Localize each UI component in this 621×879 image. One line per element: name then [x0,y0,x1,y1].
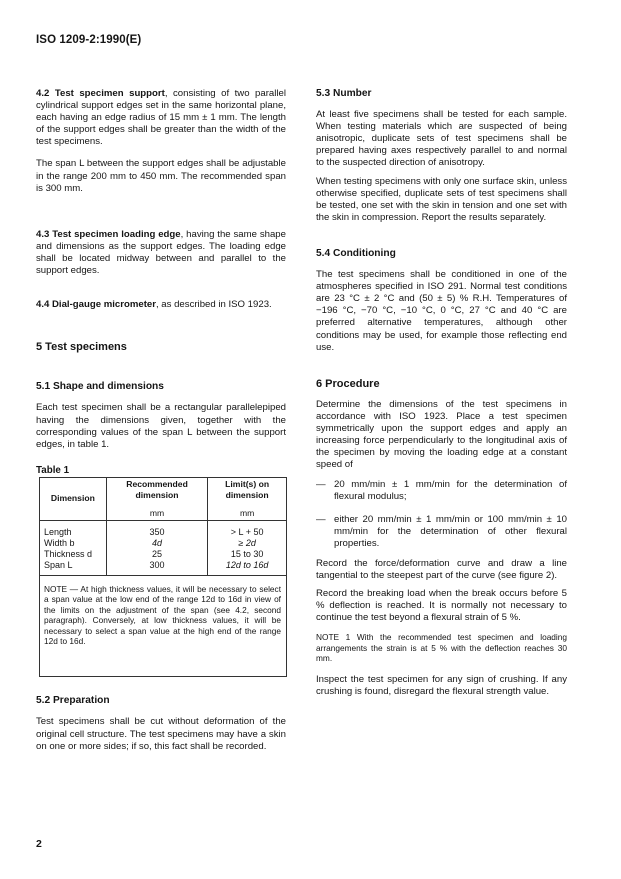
section-6-paragraph-2: Record the force/deformation curve and draw a line tangential to the steepest part of the curve (see figure 2). [316,557,567,581]
dash-mark: — [316,513,326,525]
row-limit-values [208,520,287,575]
row-name: Length [44,526,72,537]
section-4-4-label: 4.4 Dial-gauge micrometer [36,299,156,311]
section-5-2-text: Test specimens shall be cut without deformation of the original cell structure. The test specimens may have a skin on one or more sides; if so, this fact shall be recorded. [36,716,286,752]
header-recommended: Recommended dimension [106,477,207,502]
table-title: Table 1 [36,464,70,476]
section-5-heading: 5 Test specimens [36,341,127,354]
document-header: ISO 1209-2:1990(E) [36,34,142,46]
section-5-3-paragraph-1: At least five specimens shall be tested for each sample. When testing materials which are suspected of being anisotropic, duplicate sets of test specimens shall be prepared having axes respectively parallel to and normal to the suspected direction of anisotropy. [316,109,567,169]
unit-limits: mm [208,502,287,521]
left-column [36,88,286,753]
row-name: Span L [44,559,73,570]
dash-mark: — [316,479,326,491]
row-name: Width b [44,537,75,548]
section-6-paragraph-3: Record the breaking load when the break occurs before 5 % deflection is reached. It is normally not necessary to continue the test beyond a flexural strain of 5 %. [316,588,567,624]
note-1: NOTE 1 With the recommended test specimen and loading arrangements the strain is at 5 % with the deflection reaches 30 mm. [316,632,567,664]
unit-recommended: mm [106,502,207,521]
section-5-3-heading: 5.3 Number [316,88,372,99]
row-rec: 300 [149,559,165,570]
section-4-3-text: , having the same shape and dimensions as the support edges. The loading edge shall be located midway between and parallel to the support edges. [36,228,286,277]
row-rec: 350 [149,526,165,537]
section-5-1-text: Each test specimen shall be a rectangular parallelepiped having the dimensions given, together with the corresponding values of the span L between the support edges, in table 1. [36,402,286,450]
row-rec: 25 [152,548,163,559]
section-6-paragraph-1: Determine the dimensions of the test specimens in accordance with ISO 1923. Place a test specimen symmetrically upon the support edges and apply an increasing force perpendicularly to the longitudinal axis of the specimen by moving the loading edge at a constant speed of [316,398,567,471]
right-column [316,88,567,698]
row-names [40,520,107,575]
section-4-4-text: , as described in ISO 1923. [155,299,272,311]
page-number: 2 [36,838,42,850]
section-4-4 [36,299,286,311]
row-name: Thickness d [44,548,93,559]
row-recommended-values [106,520,207,575]
section-6-heading: 6 Procedure [316,377,380,390]
section-4-3-label: 4.3 Test specimen loading edge [36,228,181,240]
section-4-2-paragraph-2: The span L between the support edges shall be adjustable in the range 200 mm to 450 mm. The recommended span is 300 mm. [36,158,286,194]
section-5-4-heading: 5.4 Conditioning [316,247,396,259]
row-lim: 15 to 30 [230,548,264,559]
section-4-2-label: 4.2 Test specimen support [36,88,165,99]
row-lim: > L + 50 [230,526,264,537]
row-rec: 4d [152,537,163,548]
row-lim: 12d to 16d [225,559,269,570]
section-5-1-heading: 5.1 Shape and dimensions [36,381,164,393]
section-5-3-paragraph-2: When testing specimens with only one surface skin, unless otherwise specified, duplicate sets of test specimens shall be tested, one set with the skin in tension and one set with the skin in compression. Report the results separately. [316,175,567,223]
section-4-3 [36,229,286,277]
section-5-2-heading: 5.2 Preparation [36,695,110,707]
header-limits: Limit(s) on dimension [208,477,287,502]
section-4-2-text: , consisting of two parallel cylindrical support edges set in the same horizontal plane, each having an edge radius of 15 mm ± 1 mm. The length of the support edges shall be greater than the width of the test specimens. [36,88,286,148]
list-item: — either 20 mm/min ± 1 mm/min or 100 mm/min ± 10 mm/min for the determination of other flexural properties. [316,513,567,549]
list-item: — 20 mm/min ± 1 mm/min for the determination of flexural modulus; [316,479,567,503]
table-note: NOTE — At high thickness values, it will be necessary to select a span value at the low end of the range 12d to 16d in view of the limits on the adjustment of the span (see 4.2, second paragraph). Conversely, at low thickness values, it will be necessary to select a span value at the high end of the range 12d to 16d. [40,575,287,676]
speed-list [316,479,567,549]
section-6-paragraph-4: Inspect the test specimen for any sign of crushing. If any crushing is found, disregard the flexural strength value. [316,673,567,697]
header-dimension: Dimension [40,477,107,520]
row-lim: ≥ 2d [238,537,256,548]
section-5-4-text: The test specimens shall be conditioned in one of the atmospheres specified in ISO 291. Normal test conditions are 23 °C ± 2 °C and (50 ± 5) % R.H. Temperatures of −196 °C, −70 °C, −10 °C, 0 °C, 27 °C and 40 °C are preferred alternative temperatures, although other conditions may be used, for example those reflecting end use. [316,269,567,353]
section-4-2 [36,88,286,148]
dimensions-table [39,477,287,677]
